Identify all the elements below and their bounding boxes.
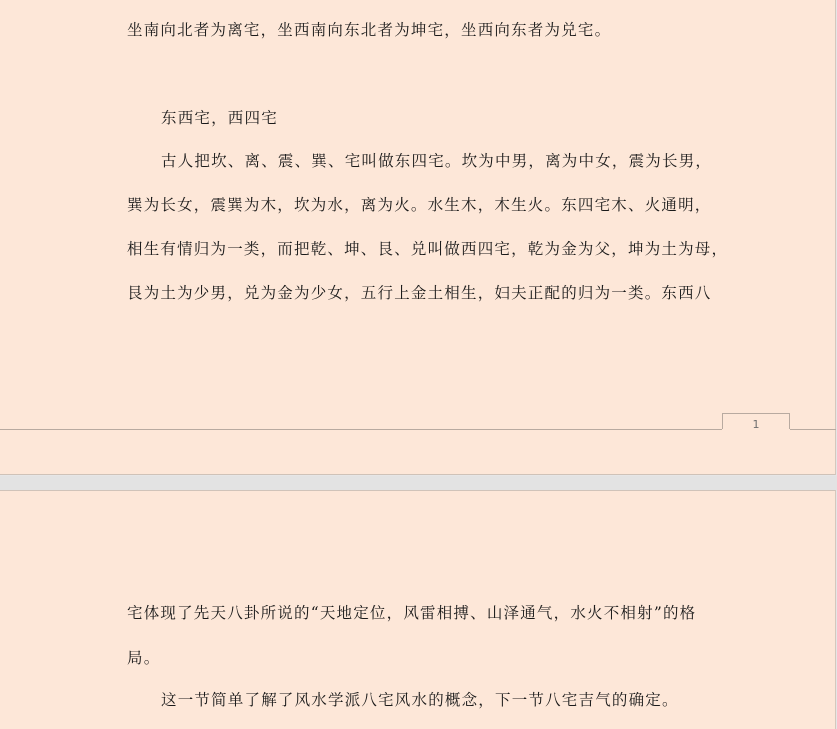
section-heading: 东西宅，西四宅 [161, 109, 278, 127]
text-line: 艮为土为少男，兑为金为少女，五行上金土相生，妇夫正配的归为一类。东西八 [127, 284, 712, 302]
text-line: 相生有情归为一类，而把乾、坤、艮、兑叫做西四宅，乾为金为父，坤为土为母， [127, 240, 729, 258]
footer-divider-right [790, 429, 836, 430]
page-number: 1 [752, 418, 760, 431]
text-line: 古人把坎、离、震、巽、宅叫做东四宅。坎为中男，离为中女，震为长男， [161, 152, 713, 170]
text-line: 宅体现了先天八卦所说的“天地定位，风雷相搏、山泽通气，水火不相射”的格 [127, 604, 697, 622]
page-separator [0, 476, 837, 490]
footer-divider [0, 429, 722, 430]
text-line: 坐南向北者为离宅，坐西南向东北者为坤宅，坐西向东者为兑宅。 [127, 21, 612, 39]
text-line: 巽为长女，震巽为木，坎为水，离为火。水生木，木生火。东四宅木、火通明， [127, 196, 712, 214]
text-line: 这一节简单了解了风水学派八宅风水的概念，下一节八宅吉气的确定。 [161, 691, 679, 709]
text-line: 局。 [127, 649, 161, 667]
document-page-2[interactable] [0, 490, 836, 729]
